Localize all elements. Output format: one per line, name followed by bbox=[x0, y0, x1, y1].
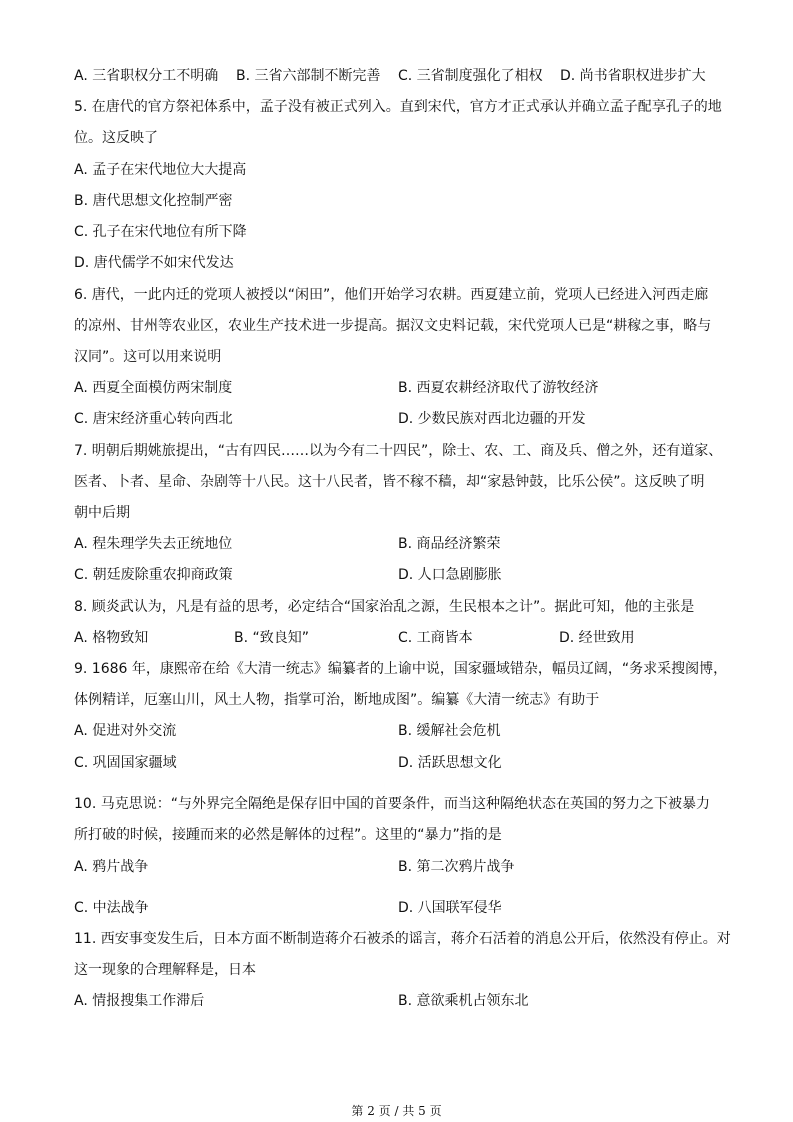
q8-option-c: C. 工商皆本 bbox=[398, 630, 473, 646]
q4-option-d: D. 尚书省职权进步扩大 bbox=[560, 68, 706, 84]
q4-option-a: A. 三省职权分工不明确 bbox=[74, 68, 219, 84]
q6-option-c: C. 唐宋经济重心转向西北 bbox=[74, 411, 233, 427]
q7-stem-line-2: 医者、卜者、星命、杂剧等十八民。这十八民者，皆不稼不穑，却“家悬钟鼓，比乐公侯”。这反映了明 bbox=[74, 474, 705, 490]
q6-option-b: B. 西夏农耕经济取代了游牧经济 bbox=[398, 380, 599, 396]
q6-stem-line-2: 的凉州、甘州等农业区，农业生产技术进一步提高。据汉文史料记载，宋代党项人已是“耕稼之事，略与 bbox=[74, 318, 712, 334]
q6-stem-line-3: 汉同”。这可以用来说明 bbox=[74, 349, 222, 365]
q5-option-c: C. 孔子在宋代地位有所下降 bbox=[74, 224, 247, 240]
q5-option-d: D. 唐代儒学不如宋代发达 bbox=[74, 255, 234, 271]
q10-option-b: B. 第二次鸦片战争 bbox=[398, 859, 515, 875]
q5-stem-line-2: 位。这反映了 bbox=[74, 130, 158, 146]
q10-option-a: A. 鸦片战争 bbox=[74, 859, 149, 875]
q7-option-b: B. 商品经济繁荣 bbox=[398, 536, 501, 552]
page-number: 第 2 页 / 共 5 页 bbox=[351, 1104, 442, 1118]
q11-option-b: B. 意欲乘机占领东北 bbox=[398, 993, 529, 1009]
q8-stem-line-1: 8. 顾炎武认为，凡是有益的思考，必定结合“国家治乱之源，生民根本之计”。据此可知，他的主张是 bbox=[74, 599, 695, 615]
q5-stem-line-1: 5. 在唐代的官方祭祀体系中，孟子没有被正式列入。直到宋代，官方才正式承认并确立孟子配享孔子的地 bbox=[74, 99, 722, 115]
q8-option-b: B. “致良知” bbox=[234, 630, 310, 646]
q9-option-c: C. 巩固国家疆域 bbox=[74, 755, 177, 771]
q7-stem-line-1: 7. 明朝后期姚旅提出，“古有四民……以为今有二十四民”，除士、农、工、商及兵、僧之外，还有道家、 bbox=[74, 443, 723, 459]
q7-stem-line-3: 朝中后期 bbox=[74, 505, 130, 521]
q10-option-d: D. 八国联军侵华 bbox=[398, 900, 502, 916]
q11-stem-line-2: 这一现象的合理解释是，日本 bbox=[74, 962, 256, 978]
q8-option-d: D. 经世致用 bbox=[559, 630, 635, 646]
q4-option-c: C. 三省制度强化了相权 bbox=[398, 68, 543, 84]
q11-option-a: A. 情报搜集工作滞后 bbox=[74, 993, 205, 1009]
q5-option-b: B. 唐代思想文化控制严密 bbox=[74, 193, 233, 209]
q9-option-d: D. 活跃思想文化 bbox=[398, 755, 502, 771]
q6-option-d: D. 少数民族对西北边疆的开发 bbox=[398, 411, 586, 427]
q10-stem-line-1: 10. 马克思说：“与外界完全隔绝是保存旧中国的首要条件，而当这种隔绝状态在英国的努力之下被暴力 bbox=[74, 796, 710, 812]
q6-stem-line-1: 6. 唐代，一此内迁的党项人被授以“闲田”，他们开始学习农耕。西夏建立前，党项人已经进入河西走廊 bbox=[74, 287, 709, 303]
q10-option-c: C. 中法战争 bbox=[74, 900, 149, 916]
q10-stem-line-2: 所打破的时候，接踵而来的必然是解体的过程”。这里的“暴力”指的是 bbox=[74, 827, 502, 843]
q7-option-c: C. 朝廷废除重农抑商政策 bbox=[74, 567, 233, 583]
q11-stem-line-1: 11. 西安事变发生后，日本方面不断制造蒋介石被杀的谣言，蒋介石活着的消息公开后，依然没有停止。对 bbox=[74, 931, 731, 947]
q9-option-b: B. 缓解社会危机 bbox=[398, 723, 501, 739]
q5-option-a: A. 孟子在宋代地位大大提高 bbox=[74, 162, 247, 178]
q7-option-d: D. 人口急剧膨胀 bbox=[398, 567, 502, 583]
q7-option-a: A. 程朱理学失去正统地位 bbox=[74, 536, 233, 552]
q6-option-a: A. 西夏全面模仿两宋制度 bbox=[74, 380, 233, 396]
q8-option-a: A. 格物致知 bbox=[74, 630, 149, 646]
q4-option-b: B. 三省六部制不断完善 bbox=[236, 68, 381, 84]
q9-stem-line-1: 9. 1686 年，康熙帝在给《大清一统志》编纂者的上谕中说，国家疆域错杂，幅员辽阔，“务求采搜阂博， bbox=[74, 661, 728, 677]
q9-stem-line-2: 体例精详，厄塞山川，风土人物，指掌可治，断地成图”。编纂《大清一统志》有助于 bbox=[74, 692, 600, 708]
q9-option-a: A. 促进对外交流 bbox=[74, 723, 177, 739]
